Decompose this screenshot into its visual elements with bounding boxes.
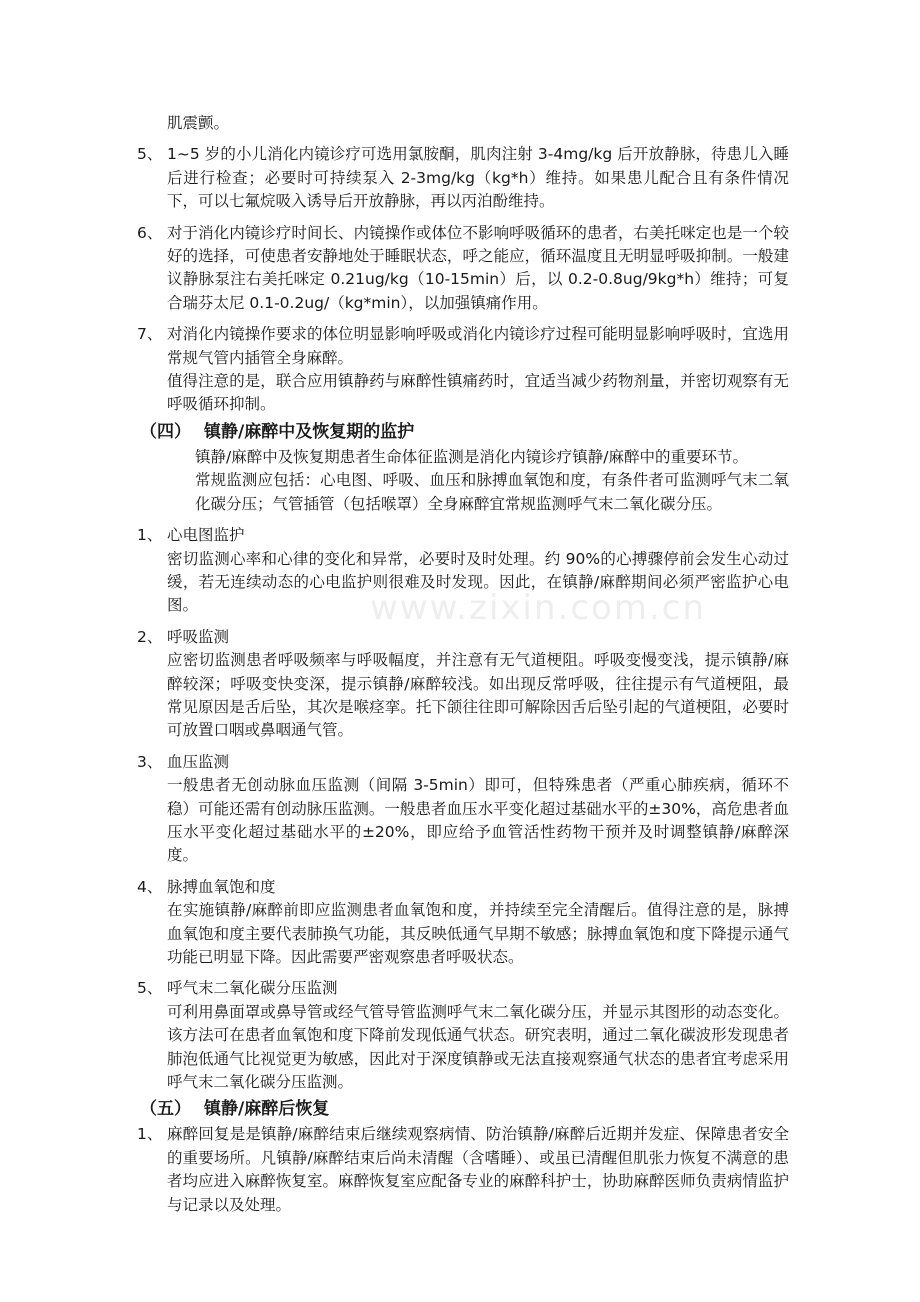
list-item [0, 143, 920, 213]
item-number: 4、 [137, 877, 163, 896]
item-text: 可利用鼻面罩或鼻导管或经气管导管监测呼气末二氧化碳分压，并显示其图形的动态变化。该方法可在患者血氧饱和度下降前发现低通气状态。研究表明，通过二氧化碳波形发现患者肺泡低通气比视觉更为敏感，因此对于深度镇静或无法直接观察通气状态的患者宜考虑采用呼气末二氧化碳分压监测。 [167, 1002, 789, 1092]
item-text: 一般患者无创动脉血压监测（间隔 3-5min）即可，但特殊患者（严重心肺疾病，循环不稳）可能还需有创动脉压监测。一般患者血压水平变化超过基础水平的±30%，高危患者血压水平变化超过基础水平的±20%，即应给予血管活性药物干预并及时调整镇静/麻醉深度。 [167, 776, 789, 865]
note-paragraph: 值得注意的是，联合应用镇静药与麻醉性镇痛药时，宜适当减少药物剂量，并密切观察有无呼吸循环抑制。 [167, 372, 789, 414]
list-item [0, 876, 920, 899]
list-item [0, 323, 920, 370]
item-number: 1、 [137, 526, 163, 545]
section-number: （四） [140, 421, 191, 442]
item-number: 7、 [137, 325, 163, 344]
item-title: 呼吸监测 [167, 627, 230, 646]
item-title: 心电图监护 [167, 526, 245, 545]
section-intro: 镇静/麻醉中及恢复期患者生命体征监测是消化内镜诊疗镇静/麻醉中的重要环节。 [195, 447, 748, 466]
item-text: 应密切监测患者呼吸频率与呼吸幅度，并注意有无气道梗阻。呼吸变慢变浅，提示镇静/麻醉较深；呼吸变快变深，提示镇静/麻醉较浅。如出现反常呼吸，往往提示有气道梗阻，最常见原因是舌后坠，其次是喉痉挛。托下颌往往即可解除因舌后坠引起的气道梗阻，必要时可放置口咽或鼻咽通气管。 [167, 651, 789, 740]
section-title: 镇静/麻醉后恢复 [204, 1099, 330, 1120]
watermark: www.zixin.com.cn [370, 588, 706, 628]
continued-fragment: 肌震颤。 [167, 114, 230, 132]
item-number: 1、 [137, 1125, 163, 1144]
item-title: 呼气末二氧化碳分压监测 [167, 979, 338, 998]
section-heading-4 [140, 418, 920, 446]
section-title: 镇静/麻醉中及恢复期的监护 [204, 421, 415, 442]
list-item [0, 524, 920, 547]
section-heading-5 [140, 1095, 920, 1123]
list-item [0, 1123, 920, 1217]
item-text: 1~5 岁的小儿消化内镜诊疗可选用氯胺酮，肌肉注射 3-4mg/kg 后开放静脉，待患儿入睡后进行检查；必要时可持续泵入 2-3mg/kg（kg*h）维持。如果患儿配合且有条件情况下，可以七氟烷吸入诱导后开放静脉，再以丙泊酚维持。 [167, 145, 789, 211]
list-item [0, 222, 920, 316]
item-text: 在实施镇静/麻醉前即应监测患者血氧饱和度，并持续至完全清醒后。值得注意的是，脉搏血氧饱和度主要代表肺换气功能，其反映低通气早期不敏感；脉搏血氧饱和度下降提示通气功能已明显下降。因此需要严密观察患者呼吸状态。 [167, 901, 789, 966]
item-text: 密切监测心率和心律的变化和异常，必要时及时处理。约 90%的心搏骤停前会发生心动过缓，若无连续动态的心电监护则很难及时发现。因此，在镇静/麻醉期间必须严密监护心电图。 [167, 549, 789, 615]
item-title: 脉搏血氧饱和度 [167, 877, 276, 896]
item-number: 5、 [137, 145, 163, 164]
section-number: （五） [140, 1099, 191, 1120]
item-text: 对消化内镜操作要求的体位明显影响呼吸或消化内镜诊疗过程可能明显影响呼吸时，宜选用常规气管内插管全身麻醉。 [167, 325, 789, 367]
item-number: 3、 [137, 752, 163, 771]
item-number: 5、 [137, 979, 163, 998]
document-content [0, 112, 920, 1217]
list-item [0, 626, 920, 649]
item-number: 2、 [137, 627, 163, 646]
list-item [0, 977, 920, 1000]
list-item [0, 751, 920, 774]
item-text: 对于消化内镜诊疗时间长、内镜操作或体位不影响呼吸循环的患者，右美托咪定也是一个较好的选择，可使患者安静地处于睡眠状态，呼之能应，循环温度且无明显呼吸抑制。一般建议静脉泵注右美托咪定 0.21ug/kg（10-15min）后，以 0.2-0.8ug/9kg*h）维持；可复合瑞芬太尼 0.1-0.2ug/（kg*min），以加强镇痛作用。 [167, 223, 789, 312]
section-intro: 常规监测应包括：心电图、呼吸、血压和脉搏血氧饱和度，有条件者可监测呼气末二氧化碳分压；气管插管（包括喉罩）全身麻醉宜常规监测呼气末二氧化碳分压。 [195, 471, 789, 513]
item-title: 血压监测 [167, 752, 230, 771]
item-number: 6、 [137, 223, 163, 242]
item-text: 麻醉回复是是镇静/麻醉结束后继续观察病情、防治镇静/麻醉后近期并发症、保障患者安全的重要场所。凡镇静/麻醉结束后尚未清醒（含嗜睡）、或虽已清醒但肌张力恢复不满意的患者均应进入麻醉恢复室。麻醉恢复室应配备专业的麻醉科护士，协助麻醉医师负责病情监护与记录以及处理。 [167, 1125, 789, 1214]
